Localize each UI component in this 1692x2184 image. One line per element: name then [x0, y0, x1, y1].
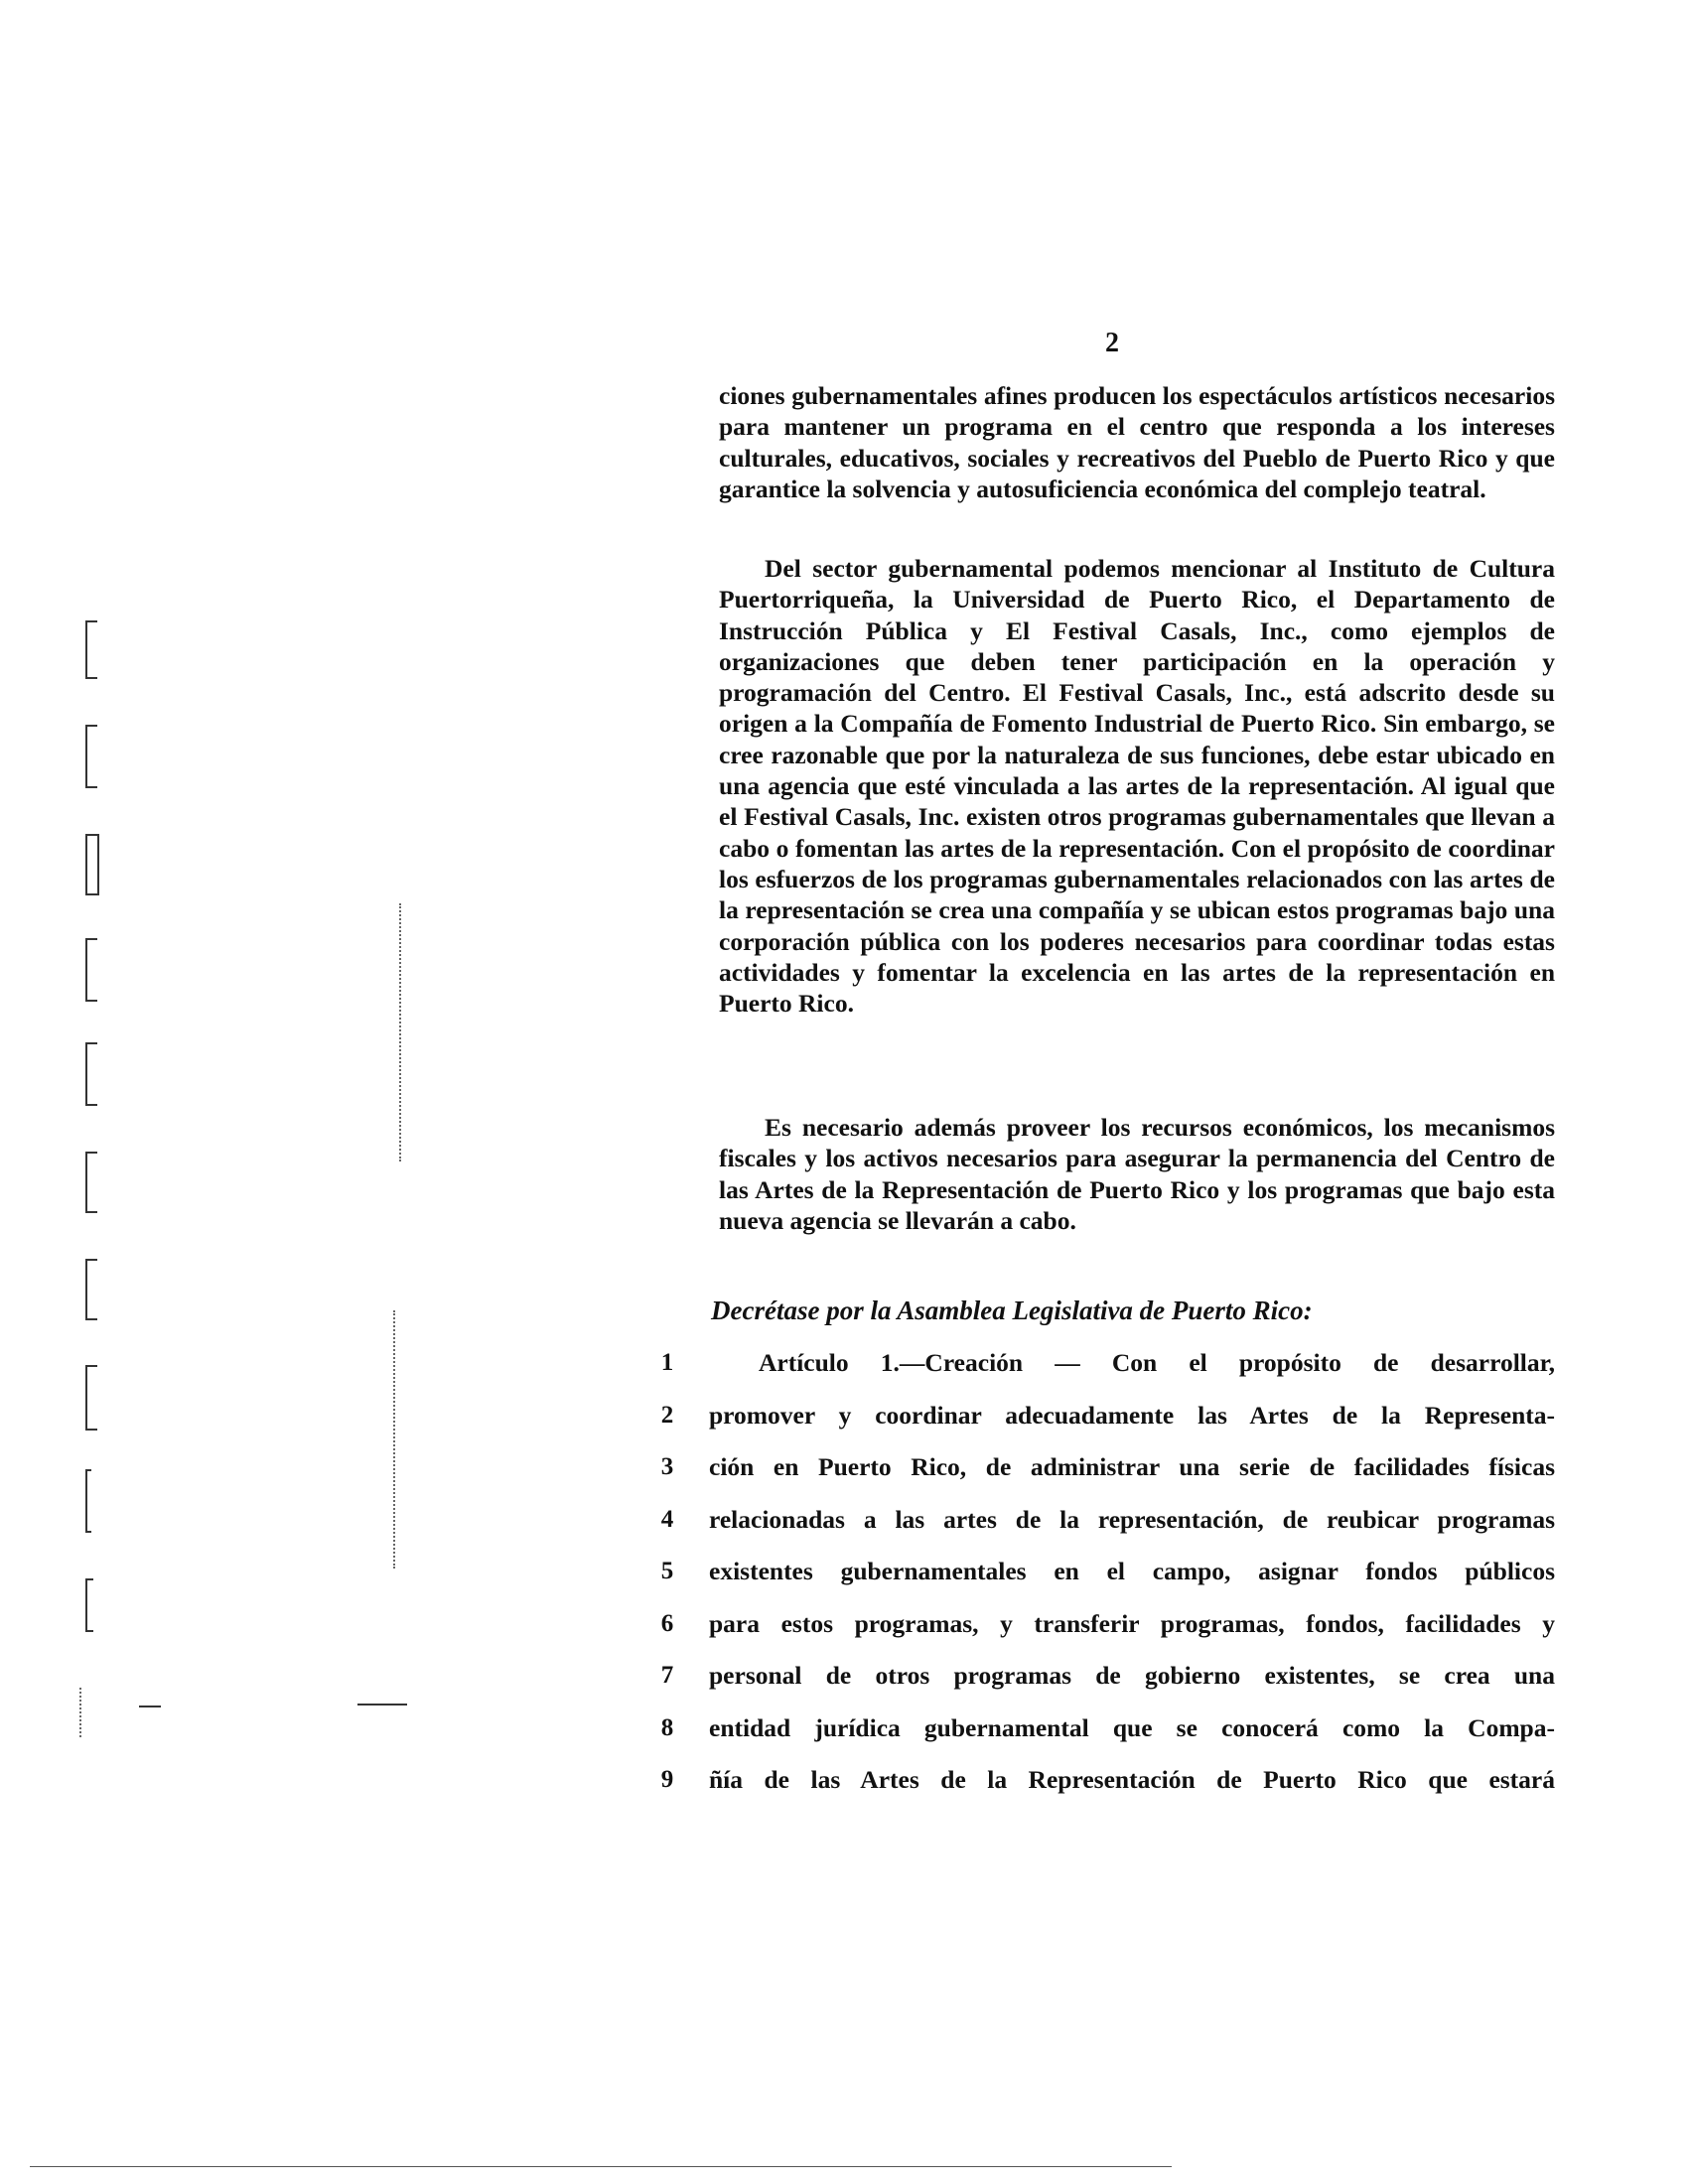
paragraph-2: Del sector gubernamental podemos mencionar al Instituto de Cultura Puertorriqueña, la Universidad de Puerto Rico, el Departamento de Instrucción Pública y El Festival Casals, Inc., como ejemplos de organizaciones que deben tener participación en la operación y programación del Centro. El Festival Casals, Inc., está adscrito desde su origen a la Compañía de Fomento Industrial de Puerto Rico. Sin embargo, se cree razonable que por la naturaleza de sus funciones, debe estar ubicado en una agencia que esté vinculada a las artes de la representación. Al igual que el Festival Casals, Inc. existen otros programas gubernamentales que llevan a cabo o fomentan las artes de la representación. Con el propósito de coordinar los esfuerzos de los programas gubernamentales relacionados con las artes de la representación se crea una compañía y se ubican estos programas bajo una corporación pública con los poderes necesarios para coordinar todas estas actividades y fomentar la excelencia en las artes de la representación en Puerto Rico.: [719, 554, 1555, 1019]
line-text: Artículo 1.—Creación — Con el propósito de desarrollar,: [759, 1348, 1555, 1377]
scan-artifact-bracket: [85, 1042, 97, 1106]
numbered-line: [655, 1713, 1599, 1766]
scan-artifact-bracket: [85, 1469, 91, 1533]
scan-artifact-bracket: [85, 1578, 93, 1632]
line-number: 9: [660, 1766, 674, 1793]
numbered-line: [655, 1557, 1599, 1609]
line-number: 3: [660, 1453, 674, 1480]
line-number: 2: [660, 1401, 674, 1429]
line-number: 4: [660, 1505, 674, 1533]
paragraph-1: ciones gubernamentales afines producen los espectáculos artísticos necesarios para mantener un programa en el centro que responda a los intereses culturales, educativos, sociales y recreativos del Pueblo de Puerto Rico y que garantice la solvencia y autosuficiencia económica del complejo teatral.: [719, 381, 1555, 503]
scan-artifact-dots: [79, 1688, 81, 1737]
scan-artifact-line: [357, 1704, 407, 1706]
line-text: ñía de las Artes de la Representación de Puerto Rico que estará: [709, 1765, 1555, 1794]
line-text: para estos programas, y transferir programas, fondos, facilidades y: [709, 1608, 1555, 1638]
numbered-lines: [655, 1348, 1599, 1818]
scan-artifact-bracket: [85, 1365, 97, 1431]
scan-artifact-bracket: [85, 938, 97, 1002]
page-number: 2: [1105, 328, 1119, 358]
scan-artifact-bracket: [85, 725, 97, 788]
line-number: 8: [660, 1713, 674, 1741]
line-number: 1: [660, 1349, 674, 1376]
numbered-line: [655, 1401, 1599, 1453]
scan-artifact-line: [139, 1706, 161, 1707]
scan-artifact-dots: [393, 1310, 395, 1569]
numbered-line: [655, 1505, 1599, 1558]
numbered-line: [655, 1661, 1599, 1713]
decree-heading: Decrétase por la Asamblea Legislativa de Puerto Rico:: [711, 1296, 1313, 1325]
line-text: promover y coordinar adecuadamente las Artes de la Representa-: [709, 1400, 1555, 1430]
paragraph-3: Es necesario además proveer los recursos económicos, los mecanismos fiscales y los activos necesarios para asegurar la permanencia del Centro de las Artes de la Representación de Puerto Rico y los programas que bajo esta nueva agencia se llevarán a cabo.: [719, 1113, 1555, 1235]
numbered-line: [655, 1609, 1599, 1662]
scan-artifact-bracket: [85, 1152, 97, 1213]
scan-artifact-bracket: [85, 1259, 97, 1320]
line-text: entidad jurídica gubernamental que se conocerá como la Compa-: [709, 1712, 1555, 1742]
line-text: personal de otros programas de gobierno existentes, se crea una: [709, 1661, 1555, 1690]
scan-artifact-line: [30, 2166, 1172, 2167]
numbered-line: [655, 1452, 1599, 1505]
line-number: 7: [660, 1662, 674, 1689]
line-number: 5: [660, 1558, 674, 1584]
scan-artifact-dots: [399, 903, 401, 1161]
line-text: existentes gubernamentales en el campo, asignar fondos públicos: [709, 1557, 1555, 1585]
line-number: 6: [660, 1609, 674, 1637]
numbered-line: [655, 1348, 1599, 1401]
line-text: relacionadas a las artes de la representación, de reubicar programas: [709, 1504, 1555, 1534]
numbered-line: [655, 1765, 1599, 1818]
scan-artifact-bracket: [85, 834, 99, 895]
scan-artifact-bracket: [85, 620, 97, 679]
line-text: ción en Puerto Rico, de administrar una serie de facilidades físicas: [709, 1452, 1555, 1481]
